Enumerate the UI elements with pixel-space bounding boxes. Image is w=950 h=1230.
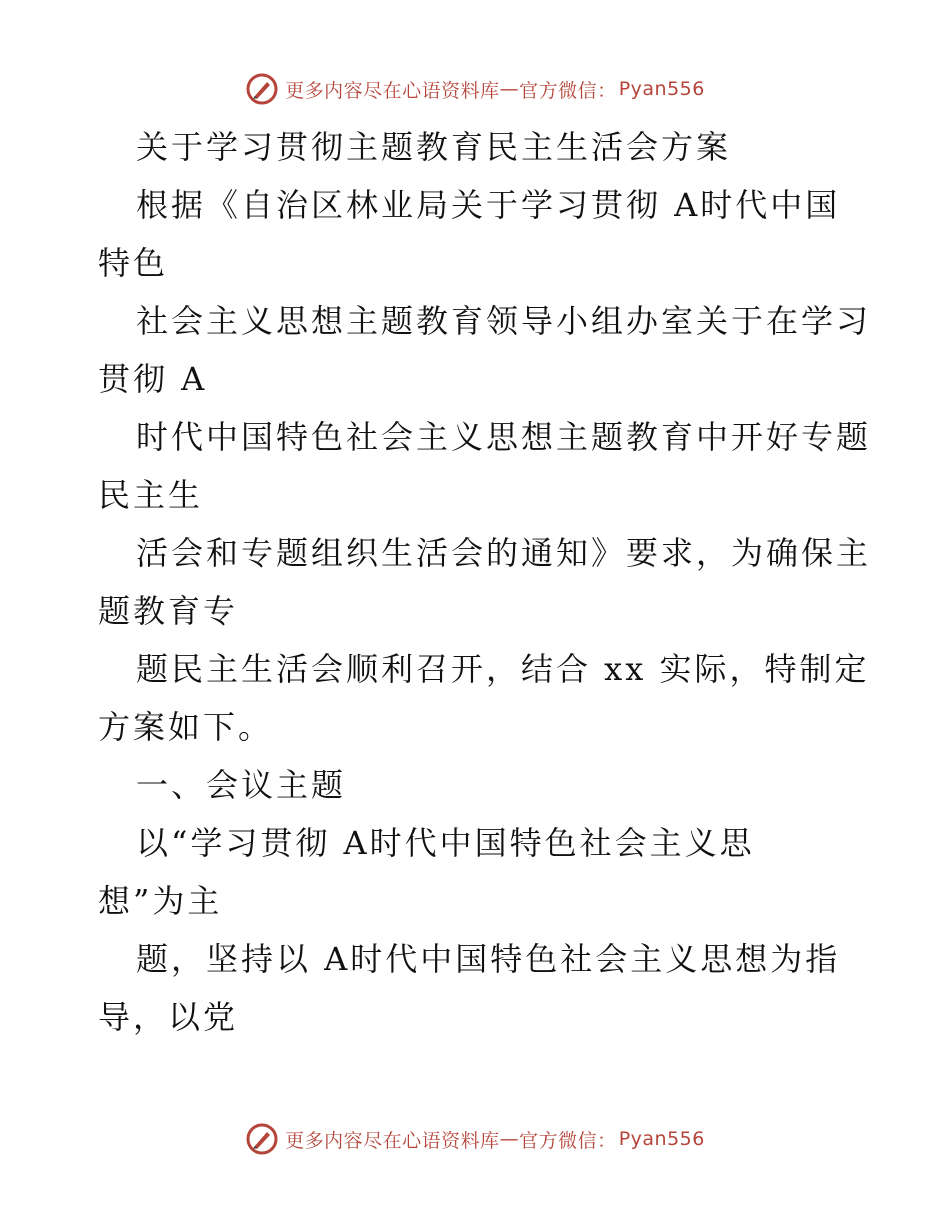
footer-watermark <box>0 1122 950 1156</box>
watermark-id: Pyan556 <box>618 1128 705 1150</box>
header-watermark <box>0 72 950 106</box>
paragraph-line: 时代中国特色社会主义思想主题教育中开好专题 <box>136 418 872 456</box>
section-heading: 一、会议主题 <box>136 766 347 804</box>
paragraph-line: 活会和专题组织生活会的通知》要求，为确保主 <box>136 534 872 572</box>
paragraph-line: 以“学习贯彻 A时代中国特色社会主义思 <box>136 824 755 862</box>
paragraph-line: 导，以党 <box>98 998 239 1036</box>
watermark-text: 更多内容尽在心语资料库 <box>285 1129 500 1152</box>
pen-logo-icon <box>245 72 279 106</box>
watermark-id: Pyan556 <box>618 78 705 100</box>
paragraph-line: 题民主生活会顺利召开，结合 xx 实际，特制定 <box>136 650 870 688</box>
paragraph-line: 特色 <box>98 244 169 282</box>
watermark-separator: — <box>499 78 520 100</box>
paragraph-line: 贯彻 A <box>98 360 208 398</box>
paragraph-line: 方案如下。 <box>98 708 274 746</box>
paragraph-line: 想”为主 <box>98 882 223 920</box>
paragraph-line: 根据《自治区林业局关于学习贯彻 A时代中国 <box>136 186 841 224</box>
watermark-label: 官方微信： <box>519 79 617 102</box>
watermark-text: 更多内容尽在心语资料库 <box>285 79 500 102</box>
pen-logo-icon <box>245 1122 279 1156</box>
watermark-separator: — <box>499 1128 520 1150</box>
paragraph-line: 民主生 <box>98 476 204 514</box>
watermark-label: 官方微信： <box>519 1129 617 1152</box>
document-body <box>98 118 872 1046</box>
paragraph-line: 题教育专 <box>98 592 239 630</box>
paragraph-line: 题，坚持以 A时代中国特色社会主义思想为指 <box>136 940 841 978</box>
document-title: 关于学习贯彻主题教育民主生活会方案 <box>136 128 732 166</box>
paragraph-line: 社会主义思想主题教育领导小组办室关于在学习 <box>136 302 872 340</box>
